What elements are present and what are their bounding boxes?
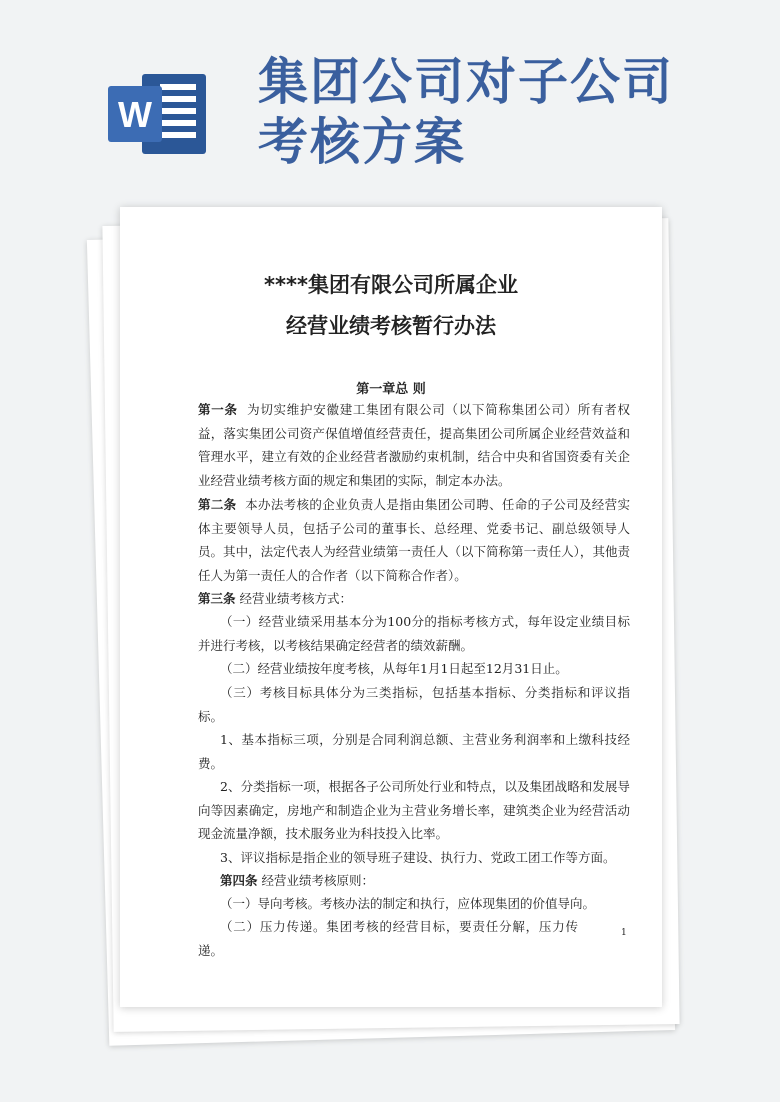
clause-paragraph: （一）经营业绩采用基本分为100分的指标考核方式，每年设定业绩目标并进行考核，以考核结果确定经营者的绩效薪酬。 bbox=[198, 614, 630, 653]
word-icon bbox=[108, 70, 210, 158]
clause-paragraph: 2、分类指标一项，根据各子公司所处行业和特点，以及集团战略和发展导向等因素确定，房地产和制造企业为主营业务增长率，建筑类企业为经营活动现金流量净额，技术服务业为科技投入比率。 bbox=[198, 779, 630, 841]
article-paragraph bbox=[198, 587, 630, 611]
article-paragraph bbox=[198, 398, 630, 492]
article-label: 第一条 bbox=[198, 402, 238, 417]
clause-paragraph: 1、基本指标三项，分别是合同利润总额、主营业务利润率和上缴科技经费。 bbox=[198, 732, 630, 771]
article-paragraph bbox=[198, 493, 630, 587]
article-text: 经营业绩考核方式： bbox=[239, 591, 353, 606]
clause-paragraph: （二）经营业绩按年度考核，从每年1月1日起至12月31日止。 bbox=[220, 661, 568, 676]
article-paragraph bbox=[198, 869, 630, 893]
clause-paragraph: （一）导向考核。考核办法的制定和执行，应体现集团的价值导向。 bbox=[220, 896, 596, 911]
word-logo-letter: W bbox=[118, 94, 152, 135]
article-label: 第二条 bbox=[198, 497, 237, 512]
chapter-heading: 第一章总 则 bbox=[356, 382, 426, 397]
header-title-line2: 考核方案 bbox=[258, 113, 466, 171]
article-text: 为切实维护安徽建工集团有限公司（以下简称集团公司）所有者权益，落实集团公司资产保值增值经营责任，提高集团公司所属企业经营效益和管理水平，建立有效的企业经营者激励约束机制，结合中央和省国资委有关企业经营业绩考核方面的规定和集团的实际，制定本办法。 bbox=[198, 402, 630, 488]
article-text: 本办法考核的企业负责人是指由集团公司聘、任命的子公司及经营实体主要领导人员，包括子公司的董事长、总经理、党委书记、副总级领导人员。其中，法定代表人为经营业绩第一责任人（以下简称第一责任人），其他责任人为第一责任人的合作者（以下简称合作者）。 bbox=[198, 497, 630, 583]
clause-paragraph: （二）压力传递。集团考核的经营目标，要责任分解，压力传递。 bbox=[198, 919, 578, 958]
page-number: 1 bbox=[621, 928, 627, 938]
article-label: 第三条 bbox=[198, 591, 236, 606]
document-title-line1: ****集团有限公司所属企业 bbox=[264, 273, 518, 297]
article-text: 经营业绩考核原则： bbox=[261, 873, 375, 888]
document-page bbox=[120, 207, 662, 1007]
article-label: 第四条 bbox=[220, 873, 258, 888]
document-title-line2: 经营业绩考核暂行办法 bbox=[286, 314, 496, 338]
header-title-line1: 集团公司对子公司 bbox=[258, 53, 674, 111]
clause-paragraph: （三）考核目标具体分为三类指标，包括基本指标、分类指标和评议指标。 bbox=[198, 685, 630, 724]
clause-paragraph: 3、评议指标是指企业的领导班子建设、执行力、党政工团工作等方面。 bbox=[220, 850, 616, 865]
header-title bbox=[258, 52, 758, 172]
